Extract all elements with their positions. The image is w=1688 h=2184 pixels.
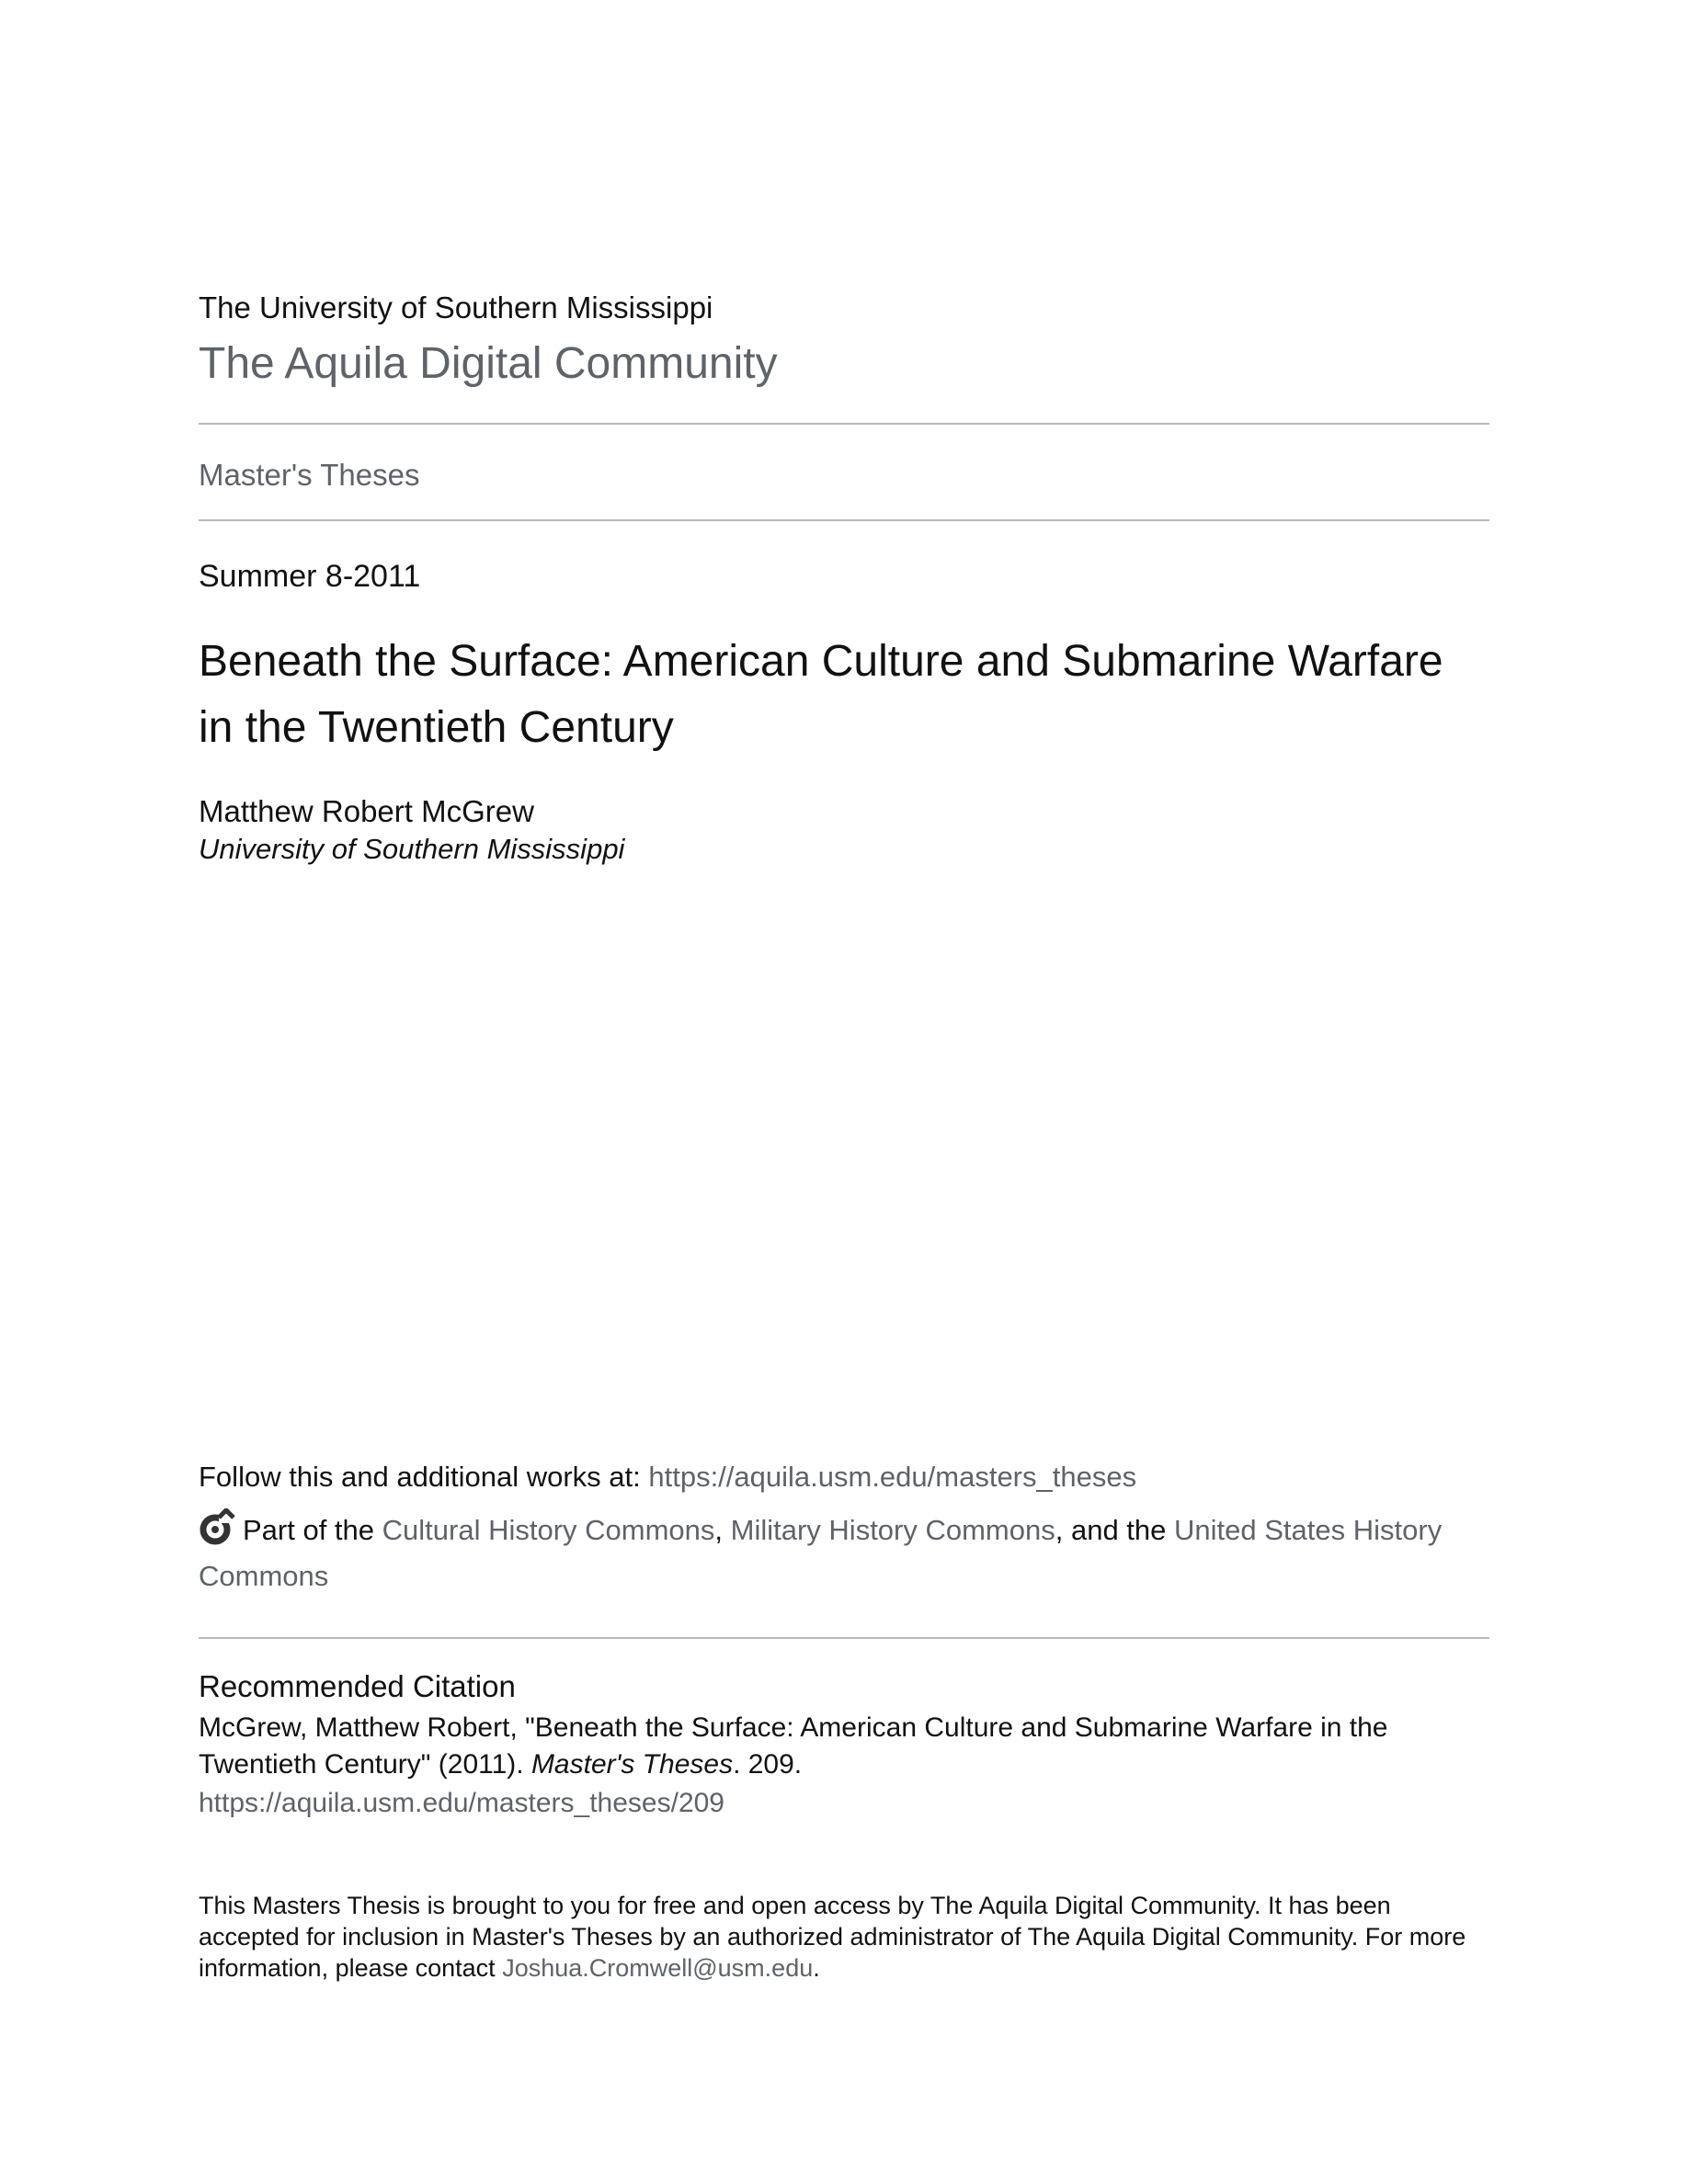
author-affiliation: University of Southern Mississippi — [199, 833, 625, 865]
follow-prefix: Follow this and additional works at: — [199, 1461, 649, 1493]
divider-bottom — [199, 1637, 1489, 1639]
divider-middle — [199, 519, 1489, 521]
citation-text-1: McGrew, Matthew Robert, "Beneath the Surface: American Culture and Submarine Warfare in the Twentieth Century" (2011). — [199, 1712, 1388, 1780]
open-access-icon — [199, 1508, 235, 1545]
access-notice — [199, 1890, 1489, 1984]
citation-series: Master's Theses — [530, 1749, 734, 1780]
follow-line — [199, 1456, 1489, 1498]
divider-top — [199, 423, 1489, 425]
recommended-citation-heading: Recommended Citation — [199, 1669, 516, 1703]
citation-text — [199, 1710, 1489, 1783]
military-history-commons-link[interactable]: Military History Commons — [730, 1514, 1055, 1546]
document-title: Beneath the Surface: American Culture and Submarine Warfare in the Twentieth Century — [199, 637, 1443, 752]
institution-name: The University of Southern Mississippi — [199, 290, 713, 324]
part-of-line — [199, 1507, 1489, 1599]
part-of-prefix: Part of the — [243, 1514, 382, 1546]
part-of-sep-2: , and the — [1055, 1514, 1175, 1546]
collection-link[interactable]: Master's Theses — [199, 458, 420, 492]
publication-date: Summer 8-2011 — [199, 559, 421, 594]
cultural-history-commons-link[interactable]: Cultural History Commons — [382, 1514, 715, 1546]
repository-link[interactable]: The Aquila Digital Community — [199, 339, 778, 388]
united-states-history-commons-link[interactable]: United States History Commons — [199, 1514, 1443, 1592]
citation-url-link[interactable]: https://aquila.usm.edu/masters_theses/209 — [199, 1788, 724, 1818]
notice-end: . — [813, 1954, 820, 1982]
contact-email-link[interactable]: Joshua.Cromwell@usm.edu — [502, 1954, 814, 1982]
part-of-sep-1: , — [714, 1514, 731, 1546]
cover-page — [199, 0, 1489, 2184]
citation-text-2: . 209. — [733, 1749, 803, 1780]
notice-text: This Masters Thesis is brought to you for free and open access by The Aquila Digital Community. It has been accepted for inclusion in Master's Theses by an authorized administrator of The Aquila Digital Community. For more information, please contact — [199, 1892, 1466, 1982]
author-name: Matthew Robert McGrew — [199, 794, 534, 828]
follow-url-link[interactable]: https://aquila.usm.edu/masters_theses — [648, 1461, 1137, 1493]
